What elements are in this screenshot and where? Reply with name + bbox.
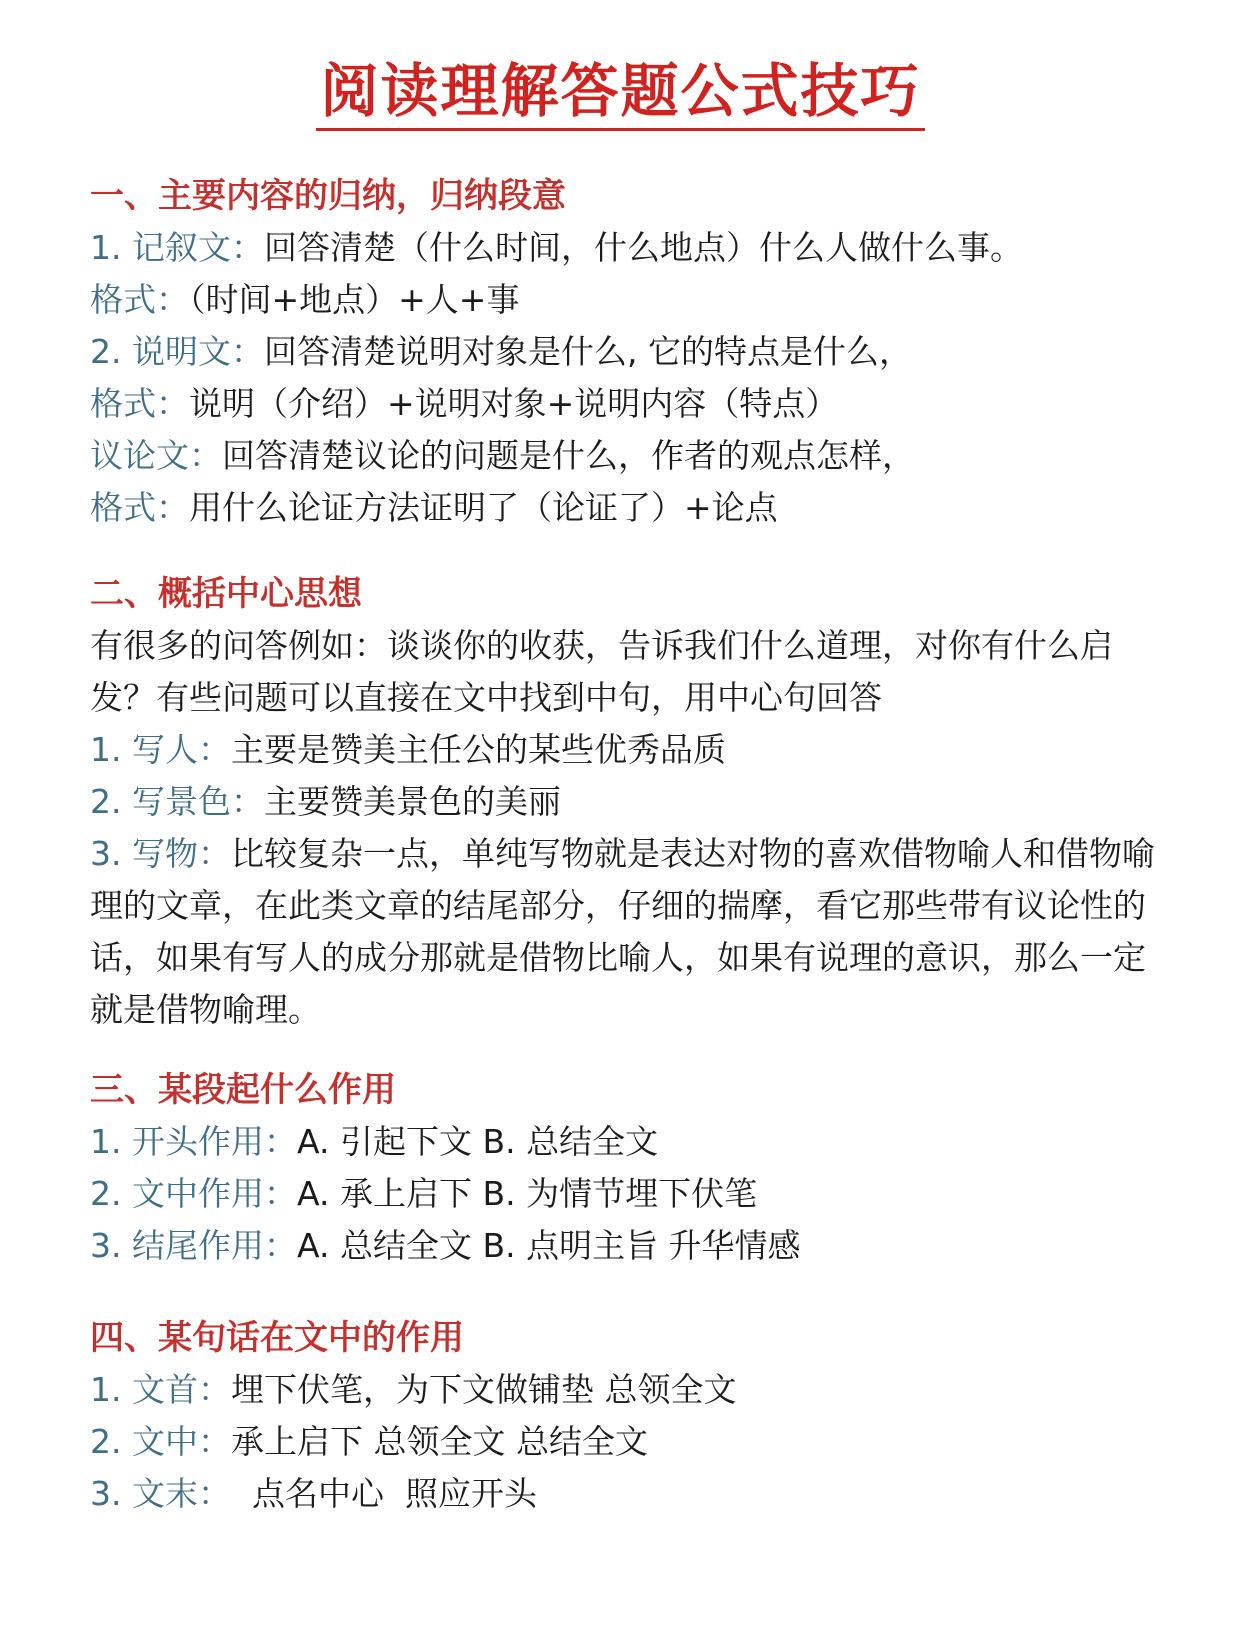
- line-text: A. 总结全文 B. 点明主旨 升华情感: [296, 1226, 801, 1265]
- line-text: 埋下伏笔，为下文做铺垫 总领全文: [230, 1370, 737, 1409]
- content-line: [90, 482, 1170, 534]
- content-line: [90, 1416, 1170, 1468]
- content-line: [90, 222, 1170, 274]
- line-text: 点名中心 照应开头: [230, 1474, 537, 1513]
- line-text: 主要赞美景色的美丽: [263, 782, 561, 821]
- content-line: [90, 1116, 1170, 1168]
- line-text: 主要是赞美主任公的某些优秀品质: [230, 730, 726, 769]
- content-line: [90, 1364, 1170, 1416]
- content-line: [90, 430, 1170, 482]
- line-label: 1. 记叙文：: [90, 228, 264, 267]
- section-sentence-role: [90, 1312, 1170, 1520]
- line-label: 1. 开头作用：: [90, 1122, 297, 1161]
- line-label: 格式：: [90, 488, 189, 527]
- content-line: [90, 1220, 1170, 1272]
- content-line: [90, 828, 1170, 1036]
- content-line: [90, 1468, 1170, 1520]
- section-heading: 四、某句话在文中的作用: [90, 1318, 464, 1358]
- section-heading: 二、概括中心思想: [90, 574, 362, 614]
- line-label: 1. 文首：: [90, 1370, 231, 1409]
- line-text: 用什么论证方法证明了（论证了）+论点: [189, 488, 778, 527]
- section-heading: 三、某段起什么作用: [90, 1070, 396, 1110]
- section-intro: 有很多的问答例如：谈谈你的收获，告诉我们什么道理，对你有什么启发？有些问题可以直接在文中找到中句，用中心句回答: [90, 626, 1113, 717]
- section-central-idea: [90, 568, 1170, 1036]
- line-label: 3. 写物：: [90, 834, 231, 873]
- line-text: 回答清楚说明对象是什么, 它的特点是什么，: [263, 332, 912, 371]
- content-line: [90, 776, 1170, 828]
- line-label: 议论文：: [90, 436, 222, 475]
- content-line: [90, 1168, 1170, 1220]
- line-text: 说明（介绍）+说明对象+说明内容（特点）: [189, 384, 839, 423]
- section-heading: 一、主要内容的归纳，归纳段意: [90, 176, 566, 216]
- title-container: [0, 56, 1241, 131]
- line-text: （时间+地点）+人+事: [189, 280, 520, 319]
- line-label: 1. 写人：: [90, 730, 231, 769]
- line-label: 3. 结尾作用：: [90, 1226, 297, 1265]
- line-label: 2. 文中作用：: [90, 1174, 297, 1213]
- content-line: [90, 274, 1170, 326]
- section-main-content: [90, 170, 1170, 534]
- line-label: 2. 说明文：: [90, 332, 264, 371]
- line-label: 格式：: [90, 384, 189, 423]
- line-label: 格式：: [90, 280, 189, 319]
- content-line: [90, 378, 1170, 430]
- content-line: [90, 724, 1170, 776]
- content-line: [90, 326, 1170, 378]
- line-text: A. 引起下文 B. 总结全文: [296, 1122, 659, 1161]
- line-text: 承上启下 总领全文 总结全文: [230, 1422, 648, 1461]
- line-label: 2. 写景色：: [90, 782, 264, 821]
- line-label: 3. 文末：: [90, 1474, 231, 1513]
- line-text: 回答清楚（什么时间，什么地点）什么人做什么事。: [263, 228, 1023, 267]
- section-paragraph-role: [90, 1064, 1170, 1272]
- page-title: 阅读理解答题公式技巧: [316, 56, 924, 131]
- line-label: 2. 文中：: [90, 1422, 231, 1461]
- line-text: 回答清楚议论的问题是什么，作者的观点怎样，: [222, 436, 915, 475]
- line-text: 比较复杂一点，单纯写物就是表达对物的喜欢借物喻人和借物喻理的文章，在此类文章的结尾部分，仔细的揣摩，看它那些带有议论性的话，如果有写人的成分那就是借物比喻人，如果有说理的意识，那么一定就是借物喻理。: [90, 834, 1155, 1029]
- line-text: A. 承上启下 B. 为情节埋下伏笔: [296, 1174, 758, 1213]
